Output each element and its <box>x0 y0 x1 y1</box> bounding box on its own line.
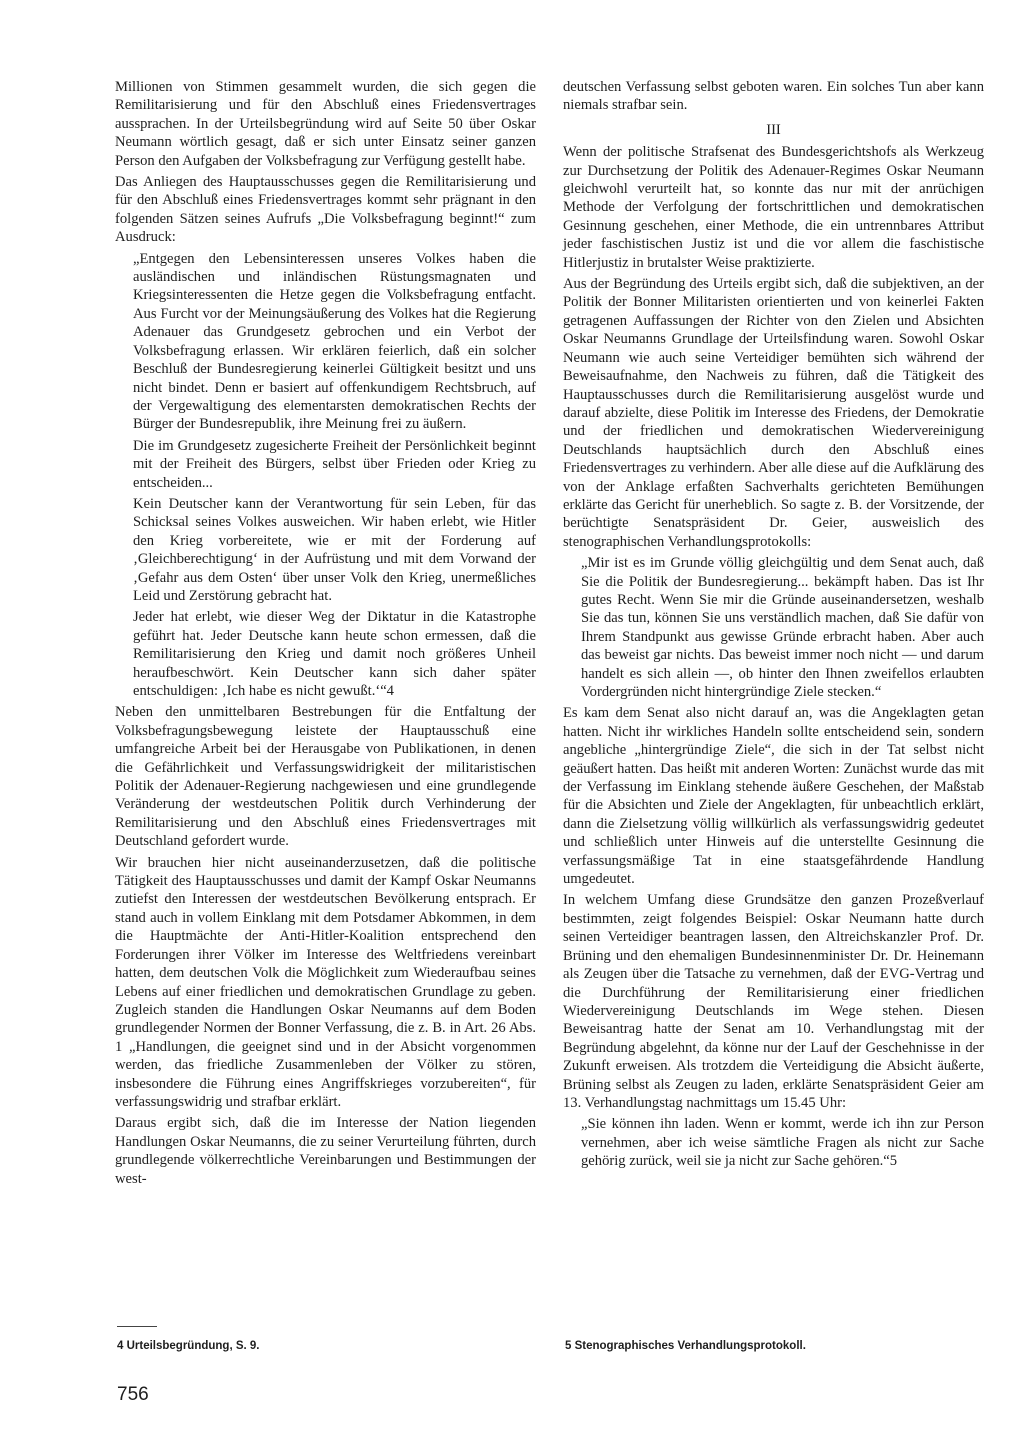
section-heading: III <box>766 121 781 138</box>
quote-paragraph: „Mir ist es im Grunde völlig gleichgültig und dem Senat auch, daß Sie die Politik der Bundesregierung... bekämpft haben. Das ist Ihr gutes Recht. Wenn Sie mir die Gründe auseinandersetzen, weshalb Sie das tun, können Sie uns verständlich machen, daß Sie dafür von Ihrem Standpunkt aus gewisse Gründe erbracht haben. Aber auch das beweist gar nichts. Das beweist immer noch nicht — und darum handelt es sich allein —, ob hinter den Ihnen zweifellos erlaubten Vordergründen nicht hintergründige Ziele stecken.“ <box>581 555 984 700</box>
page-number: 756 <box>117 1384 149 1405</box>
paragraph: Aus der Begründung des Urteils ergibt sich, daß die subjektiven, an der Politik der Bonner Militaristen orientierten und von keinerlei Fakten getragenen Auffassungen der Richter von den Zielen und Absichten Oskar Neumanns Grundlage der Urteilsfindung waren. Sowohl Oskar Neumann wie auch seine Verteidiger bemühten sich während der Beweisaufnahme, den Nachweis zu führen, daß die Tätigkeit des Hauptausschusses durch die Remilitarisierung ausgelöst wurde und darauf abzielte, diese Politik im Interesse des Friedens, der Demokratie und der friedlichen und demokratischen Wiedervereinigung Deutschlands hauptsächlich durch den Abschluß eines Friedensvertrages zu verhindern. Aber alle diese auf die Aufklärung des von der Anklage erfaßten Sachverhalts gerichteten Bemühungen erklärte das Gericht für unerheblich. So sagte z. B. der Vorsitzende, der berüchtigte Senatspräsident Dr. Geier, ausweislich des stenographischen Verhandlungsprotokolls: <box>563 276 984 550</box>
left-column <box>115 78 536 1191</box>
quote-paragraph: Jeder hat erlebt, wie dieser Weg der Diktatur in die Katastrophe geführt hat. Jeder Deutsche kann heute schon ermessen, daß die Remilitarisierung den Krieg und damit noch größeres Unheil heraufbeschwört. Kein Deutscher kann sich daher später entschuldigen: ‚Ich habe es nicht gewußt.‘“4 <box>133 609 536 699</box>
footnote-rule <box>117 1326 157 1327</box>
paragraph: Neben den unmittelbaren Bestrebungen für die Entfaltung der Volksbefragungsbewegung leistete der Hauptausschuß eine umfangreiche Arbeit bei der Herausgabe von Publikationen, in denen die Gefährlichkeit und Verfassungswidrigkeit der militaristischen Politik der Adenauer-Regierung nachgewiesen und eine grundlegende Veränderung der westdeutschen Politik durch Verhinderung der Remilitarisierung und den Abschluß eines Friedensvertrages mit Deutschland gefordert wurde. <box>115 704 536 850</box>
paragraph: Wenn der politische Strafsenat des Bundesgerichtshofs als Werkzeug zur Durchsetzung der Politik des Adenauer-Regimes Oskar Neumann gleichwohl verurteilt hat, so konnte das nur mit der anrüchigen Methode der Verfolgung der fortschrittlichen und demokratischen Gesinnung geschehen, einer Methode, die ein untrennbares Attribut jeder faschistischen Justiz ist und die vor allem die faschistische Hitlerjustiz in brutalster Weise praktizierte. <box>563 144 984 271</box>
paragraph: Wir brauchen hier nicht auseinanderzusetzen, daß die politische Tätigkeit des Hauptausschusses und damit der Kampf Oskar Neumanns zutiefst den Interessen der westdeutschen Bevölkerung entsprach. Er stand auch in vollem Einklang mit dem Potsdamer Abkommen, in dem die Hauptmächte der Anti-Hitler-Koalition entsprechend den Forderungen ihrer Völker im Interesse des Weltfriedens vereinbart hatten, dem deutschen Volk die Möglichkeit zum Wiederaufbau seines Lebens auf einer friedlichen und demokratischen Grundlage zu geben. Zugleich standen die Handlungen Oskar Neumanns auf dem Boden grundlegender Normen der Bonner Verfassung, die z. B. in Art. 26 Abs. 1 „Handlungen, die geeignet sind und in der Absicht vorgenommen werden, das friedliche Zusammenleben der Völker zu stören, insbesondere die Führung eines Angriffskrieges vorzubereiten“, für verfassungswidrig und strafbar erklärt. <box>115 854 536 1110</box>
paragraph: In welchem Umfang diese Grundsätze den ganzen Prozeßverlauf bestimmten, zeigt folgendes Beispiel: Oskar Neumann hatte durch seinen Verteidiger beantragen lassen, den Altreichskanzler Prof. Dr. Brüning und den ehemaligen Bundesinnenminister Dr. Dr. Heinemann als Zeugen über die Tatsache zu vernehmen, daß der EVG-Vertrag und die Durchführung der Remilitarisierung einer friedlichen Wiedervereinigung Deutschlands im Wege stehen. Diesen Beweisantrag hatte der Senat am 10. Verhandlungstag mit der Begründung abgelehnt, da könne nur der Lauf der Geschehnisse in der Zukunft erweisen. Als trotzdem die Verteidigung die Absicht äußerte, Brüning selbst als Zeugen zu laden, erklärte Senatspräsident Geier am 13. Verhandlungstag nachmittags um 15.45 Uhr: <box>563 892 984 1111</box>
paragraph: deutschen Verfassung selbst geboten waren. Ein solches Tun aber kann niemals strafbar sein. <box>563 79 984 114</box>
quote-paragraph: „Entgegen den Lebensinteressen unseres Volkes haben die ausländischen und inländischen Rüstungsmagnaten und Kriegsinteressenten die Hetze gegen die Volksbefragung entfacht. Aus Furcht vor der Meinungsäußerung des Volkes hat die Regierung Adenauer das Grundgesetz gebrochen und ein Verbot der Volksbefragung erlassen. Wir erklären feierlich, daß ein solcher Beschluß der Bundesregierung keinerlei Gültigkeit besitzt und uns nicht bindet. Denn er basiert auf offenkundigem Rechtsbruch, auf der Vergewaltigung des elementarsten demokratischen Rechts der Bürger der Bundesrepublik, ihre Meinung frei zu äußern. <box>133 250 536 433</box>
quote-paragraph: Die im Grundgesetz zugesicherte Freiheit der Persönlichkeit beginnt mit der Freiheit des Bürgers, selbst über Frieden oder Krieg zu entscheiden... <box>133 437 536 491</box>
paragraph: Millionen von Stimmen gesammelt wurden, die sich gegen die Remilitarisierung und für den Abschluß eines Friedensvertrages aussprachen. In der Urteilsbegründung wird auf Seite 50 über Oskar Neumann wörtlich gesagt, daß er sich unter Einsatz seiner ganzen Person den Aufgaben der Volksbefragung zur Verfügung gestellt habe. <box>115 79 536 169</box>
right-column <box>563 78 984 1174</box>
paragraph: Das Anliegen des Hauptausschusses gegen die Remilitarisierung und für den Abschluß eines Friedensvertrages kommt sehr prägnant in den folgenden Sätzen seines Aufrufs „Die Volksbefragung beginnt!“ zum Ausdruck: <box>115 174 536 246</box>
quote-paragraph: Kein Deutscher kann der Verantwortung für sein Leben, für das Schicksal seines Volkes ausweichen. Wir haben erlebt, wie Hitler den Krieg vorbereitete, wie er mit der Forderung auf ‚Gleichberechtigung‘ in der Aufrüstung und mit dem Vorwand der ‚Gefahr aus dem Osten‘ über unser Volk den Krieg, unermeßliches Leid und Zerstörung gebracht hat. <box>133 495 536 604</box>
paragraph: Daraus ergibt sich, daß die im Interesse der Nation liegenden Handlungen Oskar Neumanns, die zu seiner Verurteilung führten, durch grundlegende völkerrechtliche Vereinbarungen und Bestimmungen der west- <box>115 1115 536 1187</box>
footnote-right: 5 Stenographisches Verhandlungsprotokoll. <box>565 1340 806 1352</box>
paragraph: Es kam dem Senat also nicht darauf an, was die Angeklagten getan hatten. Nicht ihr wirkliches Handeln sollte entscheidend sein, sondern angebliche „hintergründige Ziele“, die sich in der Tat selbst nicht geäußert hatten. Das heißt mit anderen Worten: Zunächst wurde das mit der Verfassung im Einklang stehende äußere Geschehen, der Maßstab für die Absichten und Ziele der Angeklagten, für unbeachtlich erklärt, dann die Zielsetzung völlig willkürlich als verfassungswidrig gedeutet und schließlich unter Hinweis auf die unterstellte Gesinnung die verfassungsmäßige Tat in eine staatsgefährdende Handlung umgedeutet. <box>563 705 984 888</box>
footnote-left: 4 Urteilsbegründung, S. 9. <box>117 1340 260 1352</box>
quote-paragraph: „Sie können ihn laden. Wenn er kommt, werde ich ihn zur Person vernehmen, aber ich weise sämtliche Fragen als nicht zur Sache gehörig zurück, weil sie ja nicht zur Sache gehören.“5 <box>581 1116 984 1170</box>
